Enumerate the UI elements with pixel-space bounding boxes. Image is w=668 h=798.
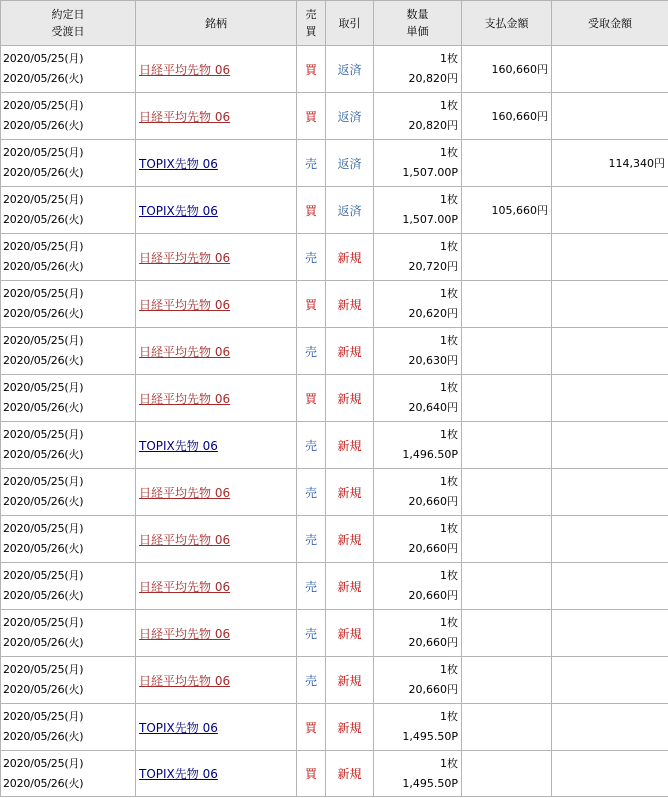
issue-link[interactable]: 日経平均先物 06 [139,626,231,641]
trade-date: 2020/05/25(月) [3,756,84,770]
issue-link[interactable]: 日経平均先物 06 [139,344,231,359]
unit-price: 20,660円 [408,542,458,555]
receipt-amount [552,563,668,610]
receipt-amount [552,328,668,375]
trade-type-cell: 返済 [326,93,374,140]
settlement-date: 2020/05/26(火) [3,636,84,649]
receipt-amount [552,234,668,281]
unit-price: 1,507.00P [402,166,458,179]
payment-amount [462,234,552,281]
trade-type-cell: 新規 [326,281,374,328]
receipt-amount [552,751,668,797]
quantity: 1枚 [440,522,458,535]
settlement-date: 2020/05/26(火) [3,683,84,696]
payment-amount [462,469,552,516]
qty-price-cell [374,516,462,563]
date-cell [1,704,136,751]
side-cell: 買 [297,704,326,751]
unit-price: 1,496.50P [402,448,458,461]
trade-type-cell: 新規 [326,469,374,516]
quantity: 1枚 [440,663,458,676]
table-row [1,140,668,187]
issue-cell [136,93,297,140]
issue-cell [136,234,297,281]
table-row [1,375,668,422]
issue-cell [136,140,297,187]
qty-price-cell [374,93,462,140]
receipt-amount [552,657,668,704]
quantity: 1枚 [440,287,458,300]
issue-cell [136,704,297,751]
qty-price-cell [374,751,462,797]
receipt-amount [552,704,668,751]
trade-type-cell: 返済 [326,140,374,187]
table-row [1,234,668,281]
side-cell: 売 [297,657,326,704]
issue-link[interactable]: TOPIX先物 06 [139,438,218,453]
unit-price: 20,820円 [408,72,458,85]
table-row [1,469,668,516]
qty-price-cell [374,657,462,704]
side-cell: 売 [297,328,326,375]
payment-amount [462,610,552,657]
trade-type-cell: 新規 [326,328,374,375]
unit-price: 20,660円 [408,589,458,602]
payment-amount: 160,660円 [462,46,552,93]
table-row [1,328,668,375]
date-cell [1,46,136,93]
unit-price: 20,660円 [408,636,458,649]
issue-cell [136,516,297,563]
payment-amount [462,422,552,469]
quantity: 1枚 [440,475,458,488]
receipt-amount [552,469,668,516]
date-cell [1,751,136,797]
settlement-date: 2020/05/26(火) [3,72,84,85]
quantity: 1枚 [440,569,458,582]
trade-date: 2020/05/25(月) [3,381,84,394]
issue-link[interactable]: 日経平均先物 06 [139,250,231,265]
settlement-date: 2020/05/26(火) [3,776,84,790]
date-cell [1,375,136,422]
trade-date: 2020/05/25(月) [3,52,84,65]
unit-price: 20,720円 [408,260,458,273]
issue-cell [136,375,297,422]
issue-cell [136,281,297,328]
quantity: 1枚 [440,99,458,112]
side-cell: 買 [297,187,326,234]
issue-cell [136,610,297,657]
issue-link[interactable]: 日経平均先物 06 [139,391,231,406]
receipt-amount [552,187,668,234]
date-cell [1,187,136,234]
trade-date: 2020/05/25(月) [3,240,84,253]
trade-type-cell: 新規 [326,422,374,469]
receipt-amount [552,46,668,93]
settlement-date: 2020/05/26(火) [3,542,84,555]
table-row [1,657,668,704]
side-cell: 買 [297,46,326,93]
date-cell [1,140,136,187]
issue-link[interactable]: 日経平均先物 06 [139,485,231,500]
receipt-amount [552,422,668,469]
unit-price: 20,640円 [408,401,458,414]
trade-type-cell: 返済 [326,187,374,234]
payment-amount [462,516,552,563]
issue-cell [136,563,297,610]
date-cell [1,93,136,140]
col-header-trade-type: 取引 [326,1,374,46]
issue-link[interactable]: 日経平均先物 06 [139,297,231,312]
side-cell: 売 [297,234,326,281]
payment-amount [462,375,552,422]
trade-type-cell: 新規 [326,516,374,563]
date-cell [1,281,136,328]
unit-price: 20,660円 [408,495,458,508]
settlement-date: 2020/05/26(火) [3,354,84,367]
trade-type-cell: 返済 [326,46,374,93]
payment-amount: 160,660円 [462,93,552,140]
quantity: 1枚 [440,616,458,629]
side-cell: 売 [297,469,326,516]
date-cell [1,234,136,281]
unit-price: 20,660円 [408,683,458,696]
table-row [1,93,668,140]
trade-type-cell: 新規 [326,234,374,281]
issue-cell [136,46,297,93]
qty-price-cell [374,704,462,751]
side-cell: 買 [297,281,326,328]
trade-type-cell: 新規 [326,375,374,422]
trade-date: 2020/05/25(月) [3,334,84,347]
payment-amount [462,751,552,797]
qty-price-cell [374,234,462,281]
issue-link[interactable]: TOPIX先物 06 [139,156,218,171]
side-cell: 買 [297,751,326,797]
trade-date: 2020/05/25(月) [3,193,84,206]
qty-price-cell [374,187,462,234]
issue-cell [136,469,297,516]
date-cell [1,563,136,610]
issue-cell [136,328,297,375]
col-header-side: 売 買 [297,1,326,46]
quantity: 1枚 [440,428,458,441]
col-header-dates: 約定日 受渡日 [1,1,136,46]
settlement-date: 2020/05/26(火) [3,166,84,179]
issue-link[interactable]: TOPIX先物 06 [139,720,218,735]
trade-date: 2020/05/25(月) [3,522,84,535]
qty-price-cell [374,422,462,469]
qty-price-cell [374,375,462,422]
table-row [1,281,668,328]
col-header-qty-price: 数量 単価 [374,1,462,46]
quantity: 1枚 [440,710,458,723]
table-row [1,516,668,563]
qty-price-cell [374,281,462,328]
receipt-amount [552,610,668,657]
issue-link[interactable]: TOPIX先物 06 [139,203,218,218]
col-header-receipt: 受取金額 [552,1,668,46]
quantity: 1枚 [440,52,458,65]
issue-link[interactable]: 日経平均先物 06 [139,62,231,77]
payment-amount [462,140,552,187]
issue-cell [136,657,297,704]
receipt-amount [552,516,668,563]
unit-price: 1,495.50P [402,730,458,743]
unit-price: 20,620円 [408,307,458,320]
side-cell: 売 [297,140,326,187]
table-header-row [1,1,668,46]
trade-type-cell: 新規 [326,563,374,610]
payment-amount [462,657,552,704]
settlement-date: 2020/05/26(火) [3,401,84,414]
trade-date: 2020/05/25(月) [3,616,84,629]
qty-price-cell [374,328,462,375]
payment-amount [462,281,552,328]
qty-price-cell [374,140,462,187]
issue-link[interactable]: 日経平均先物 06 [139,532,231,547]
trade-date: 2020/05/25(月) [3,428,84,441]
col-header-payment: 支払金額 [462,1,552,46]
trade-date: 2020/05/25(月) [3,287,84,300]
date-cell [1,610,136,657]
quantity: 1枚 [440,146,458,159]
side-cell: 売 [297,563,326,610]
side-cell: 売 [297,422,326,469]
date-cell [1,469,136,516]
table-row [1,563,668,610]
issue-link[interactable]: 日経平均先物 06 [139,109,231,124]
unit-price: 1,495.50P [402,776,458,790]
settlement-date: 2020/05/26(火) [3,213,84,226]
trade-date: 2020/05/25(月) [3,475,84,488]
table-row [1,422,668,469]
qty-price-cell [374,46,462,93]
trade-date: 2020/05/25(月) [3,146,84,159]
settlement-date: 2020/05/26(火) [3,730,84,743]
settlement-date: 2020/05/26(火) [3,119,84,132]
table-row [1,46,668,93]
trade-type-cell: 新規 [326,751,374,797]
issue-link[interactable]: 日経平均先物 06 [139,673,231,688]
payment-amount [462,704,552,751]
trade-date: 2020/05/25(月) [3,569,84,582]
side-cell: 買 [297,93,326,140]
qty-price-cell [374,610,462,657]
unit-price: 20,820円 [408,119,458,132]
table-row [1,751,668,797]
qty-price-cell [374,469,462,516]
issue-link[interactable]: TOPIX先物 06 [139,767,218,781]
issue-cell [136,422,297,469]
trade-type-cell: 新規 [326,704,374,751]
payment-amount [462,328,552,375]
date-cell [1,422,136,469]
issue-cell [136,187,297,234]
trade-type-cell: 新規 [326,657,374,704]
table-row [1,610,668,657]
qty-price-cell [374,563,462,610]
settlement-date: 2020/05/26(火) [3,448,84,461]
quantity: 1枚 [440,334,458,347]
side-cell: 買 [297,375,326,422]
settlement-date: 2020/05/26(火) [3,307,84,320]
date-cell [1,516,136,563]
receipt-amount [552,93,668,140]
table-row [1,704,668,751]
quantity: 1枚 [440,381,458,394]
payment-amount [462,563,552,610]
receipt-amount: 114,340円 [552,140,668,187]
quantity: 1枚 [440,240,458,253]
side-cell: 売 [297,610,326,657]
trade-date: 2020/05/25(月) [3,99,84,112]
unit-price: 20,630円 [408,354,458,367]
quantity: 1枚 [440,756,458,770]
settlement-date: 2020/05/26(火) [3,260,84,273]
trade-type-cell: 新規 [326,610,374,657]
payment-amount: 105,660円 [462,187,552,234]
date-cell [1,328,136,375]
receipt-amount [552,375,668,422]
table-row [1,187,668,234]
unit-price: 1,507.00P [402,213,458,226]
side-cell: 売 [297,516,326,563]
trade-date: 2020/05/25(月) [3,710,84,723]
quantity: 1枚 [440,193,458,206]
date-cell [1,657,136,704]
settlement-date: 2020/05/26(火) [3,589,84,602]
col-header-issue: 銘柄 [136,1,297,46]
issue-cell [136,751,297,797]
trade-date: 2020/05/25(月) [3,663,84,676]
issue-link[interactable]: 日経平均先物 06 [139,579,231,594]
settlement-date: 2020/05/26(火) [3,495,84,508]
receipt-amount [552,281,668,328]
